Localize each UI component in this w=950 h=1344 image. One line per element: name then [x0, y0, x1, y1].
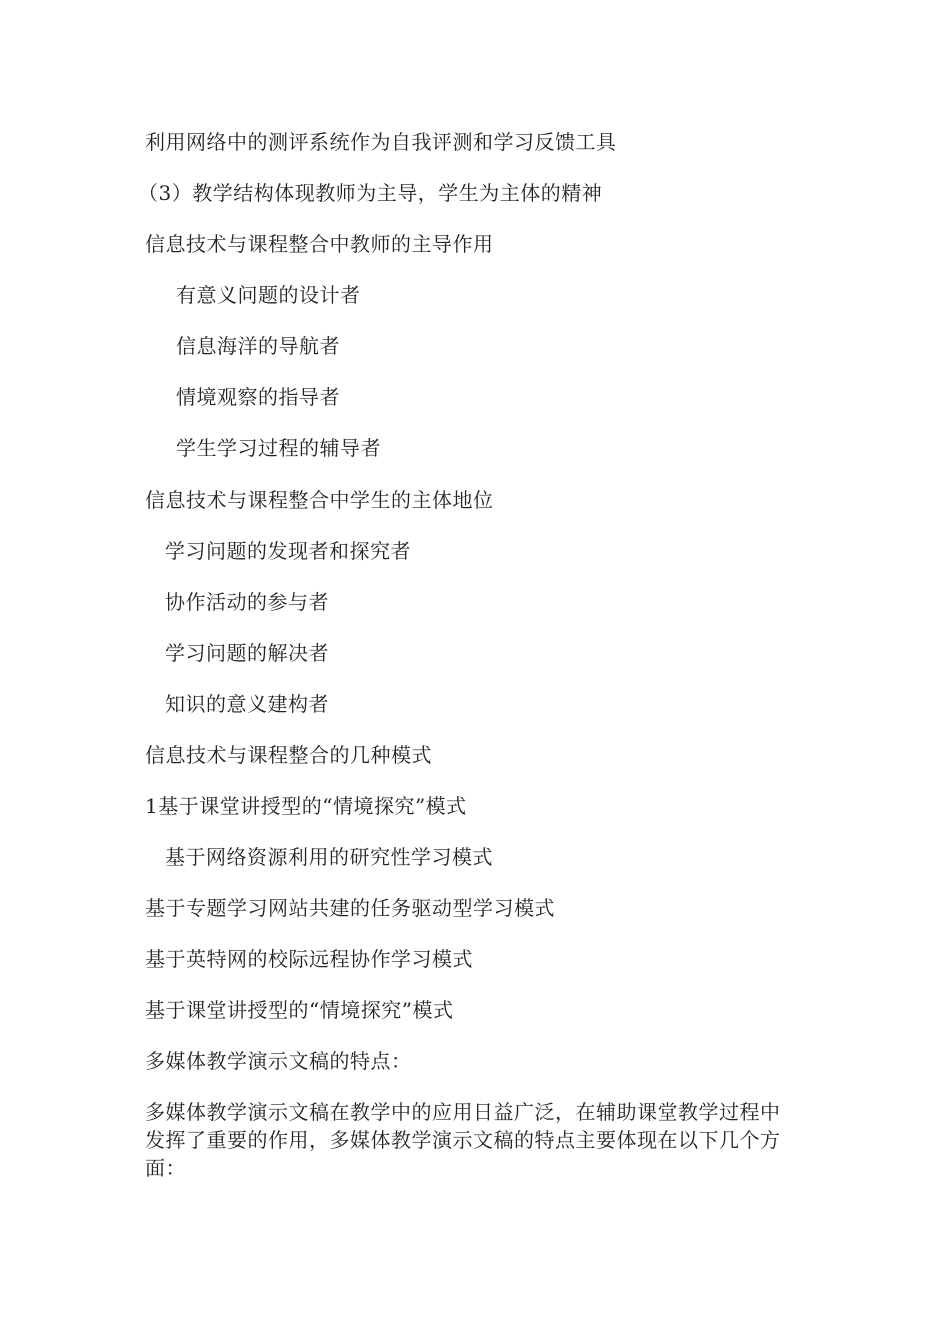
list-item: 基于英特网的校际远程协作学习模式: [145, 947, 473, 971]
section-heading: 信息技术与课程整合中教师的主导作用: [145, 232, 494, 256]
list-item: 知识的意义建构者: [165, 692, 329, 716]
list-item: 情境观察的指导者: [176, 385, 340, 409]
section-heading: 信息技术与课程整合的几种模式: [145, 743, 432, 767]
list-item: 学习问题的发现者和探究者: [165, 539, 411, 563]
section-heading: 多媒体教学演示文稿的特点：: [145, 1049, 412, 1073]
list-item: 基于课堂讲授型的“情境探究”模式: [145, 998, 454, 1022]
paragraph-line: 发挥了重要的作用，多媒体教学演示文稿的特点主要体现在以下几个方: [145, 1128, 781, 1152]
list-item: 基于网络资源利用的研究性学习模式: [165, 845, 493, 869]
section-heading: 信息技术与课程整合中学生的主体地位: [145, 488, 494, 512]
list-item: 学生学习过程的辅导者: [176, 436, 381, 460]
paragraph-line: 多媒体教学演示文稿在教学中的应用日益广泛，在辅助课堂教学过程中: [145, 1100, 781, 1124]
body-paragraph: [145, 1098, 805, 1182]
text-line: （3）教学结构体现教师为主导，学生为主体的精神: [138, 181, 603, 205]
list-item: 协作活动的参与者: [165, 590, 329, 614]
paragraph-line: 面：: [145, 1156, 186, 1180]
list-item: 有意义问题的设计者: [176, 283, 361, 307]
list-item: 信息海洋的导航者: [176, 334, 340, 358]
list-item: 1基于课堂讲授型的“情境探究”模式: [145, 794, 467, 818]
list-item: 学习问题的解决者: [165, 641, 329, 665]
list-item: 基于专题学习网站共建的任务驱动型学习模式: [145, 896, 555, 920]
text-line: 利用网络中的测评系统作为自我评测和学习反馈工具: [145, 130, 617, 154]
